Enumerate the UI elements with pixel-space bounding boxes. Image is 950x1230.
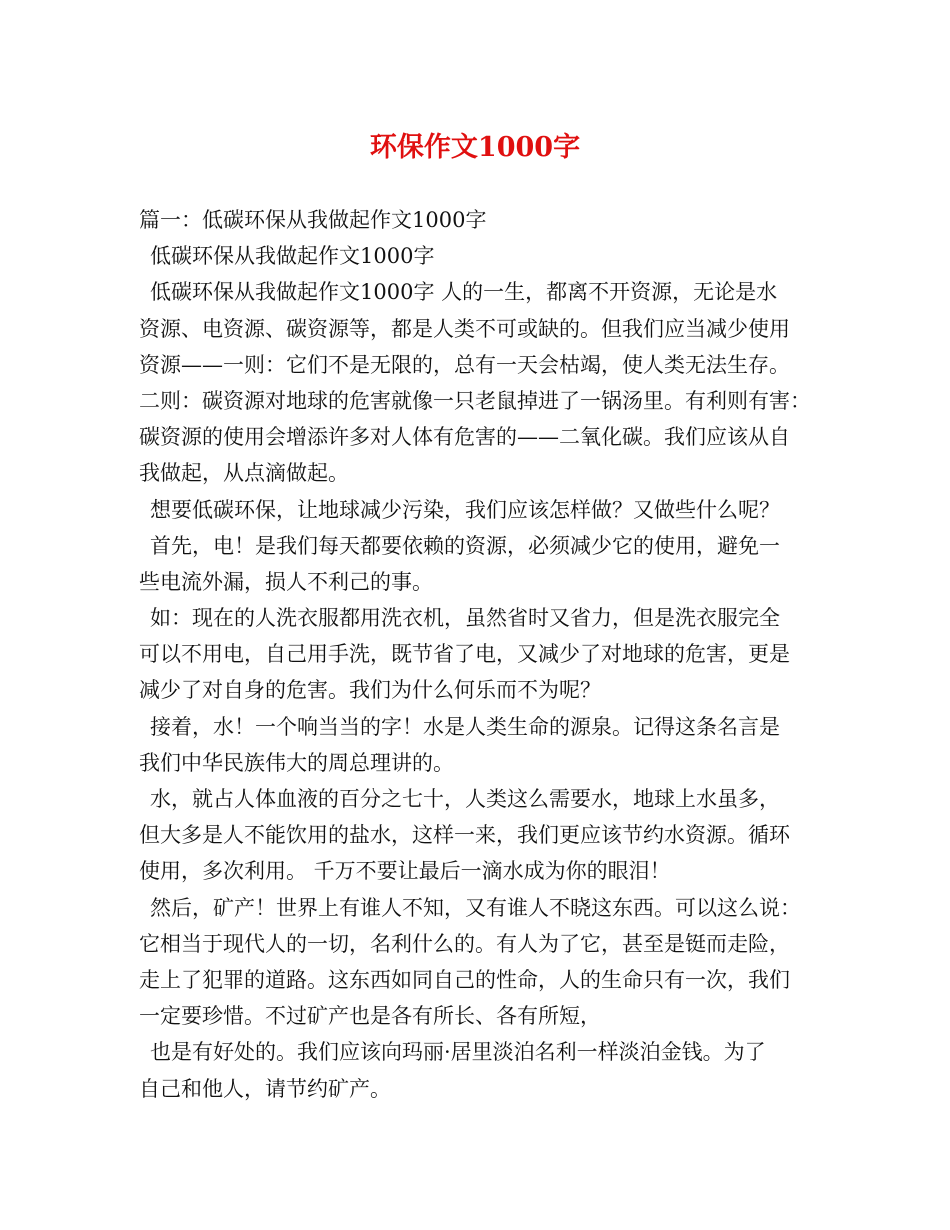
body-line: 首先，电！是我们每天都要依赖的资源，必须减少它的使用，避免一	[150, 533, 780, 558]
body-line: 然后，矿产！世界上有谁人不知，又有谁人不晓这东西。可以这么说：	[150, 895, 801, 920]
body-line: 接着，水！一个响当当的字！水是人类生命的源泉。记得这条名言是	[150, 714, 780, 739]
body-line: 资源——一则：它们不是无限的，总有一天会枯竭，使人类无法生存。	[139, 352, 790, 377]
body-line: 使用，多次利用。 千万不要让最后一滴水成为你的眼泪！	[139, 859, 671, 884]
body-line: 但大多是人不能饮用的盐水，这样一来，我们更应该节约水资源。循环	[139, 823, 790, 848]
body-line: 它相当于现代人的一切，名利什么的。有人为了它，甚至是铤而走险，	[139, 931, 790, 956]
body-line: 低碳环保从我做起作文1000字 人的一生，都离不开资源，无论是水	[150, 280, 778, 305]
body-line: 也是有好处的。我们应该向玛丽·居里淡泊名利一样淡泊金钱。为了	[150, 1040, 766, 1065]
body-line: 些电流外漏，损人不利己的事。	[139, 569, 433, 594]
body-line: 如：现在的人洗衣服都用洗衣机，虽然省时又省力，但是洗衣服完全	[150, 606, 780, 631]
body-line: 一定要珍惜。不过矿产也是各有所长、各有所短，	[139, 1004, 601, 1029]
body-line: 我做起，从点滴做起。	[139, 461, 349, 486]
body-line: 自己和他人，请节约矿产。	[139, 1076, 391, 1101]
document-body	[139, 202, 815, 1107]
body-line: 想要低碳环保，让地球减少污染，我们应该怎样做？又做些什么呢？	[150, 497, 780, 522]
body-line: 低碳环保从我做起作文1000字	[150, 244, 435, 269]
body-line: 减少了对自身的危害。我们为什么何乐而不为呢？	[139, 678, 601, 703]
body-line: 碳资源的使用会增添许多对人体有危害的——二氧化碳。我们应该从自	[139, 425, 790, 450]
body-line: 篇一：低碳环保从我做起作文1000字	[139, 208, 487, 232]
body-line: 我们中华民族伟大的周总理讲的。	[139, 750, 454, 775]
body-line: 走上了犯罪的道路。这东西如同自己的性命，人的生命只有一次，我们	[139, 967, 790, 992]
body-line: 可以不用电，自己用手洗，既节省了电，又减少了对地球的危害，更是	[139, 642, 790, 667]
body-line: 资源、电资源、碳资源等，都是人类不可或缺的。但我们应当减少使用	[139, 316, 790, 341]
body-line: 二则：碳资源对地球的危害就像一只老鼠掉进了一锅汤里。有利则有害：	[139, 388, 811, 413]
document-title: 环保作文1000字	[369, 132, 581, 163]
body-line: 水，就占人体血液的百分之七十，人类这么需要水，地球上水虽多，	[150, 787, 780, 811]
